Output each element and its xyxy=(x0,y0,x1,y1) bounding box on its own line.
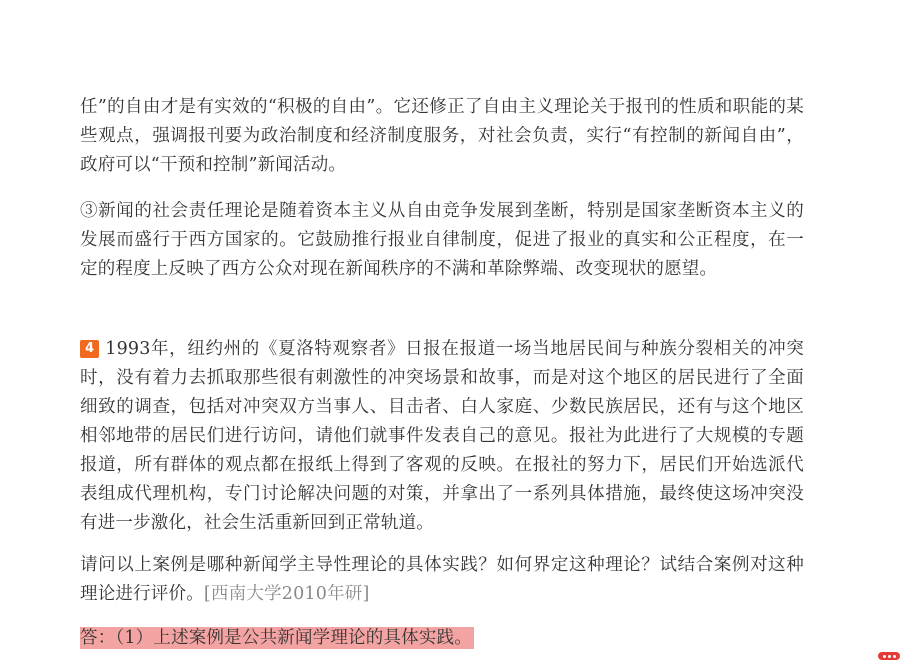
answer-highlight: 答：（1）上述案例是公共新闻学理论的具体实践。 xyxy=(80,628,472,648)
more-dots-icon[interactable] xyxy=(878,652,900,660)
paragraph-social-responsibility: ③新闻的社会责任理论是随着资本主义从自由竞争发展到垄断，特别是国家垄断资本主义的发展而盛行于西方国家的。它鼓励推行报业自律制度，促进了报业的真实和公正程度，在一定的程度上反映了西方公众对现在新闻秩序的不满和革除弊端、改变现状的愿望。 xyxy=(80,201,804,279)
question-prompt xyxy=(80,551,804,609)
case-text: 1993年，纽约州的《夏洛特观察者》日报在报道一场当地居民间与种族分裂相关的冲突时，没有着力去抓取那些很有刺激性的冲突场景和故事，而是对这个地区的居民进行了全面细致的调查，包括对冲突双方当事人、目击者、白人家庭、少数民族居民，还有与这个地区相邻地带的居民们进行访问，请他们就事件发表自己的意见。报社为此进行了大规模的专题报道，所有群体的观点都在报纸上得到了客观的反映。在报社的努力下，居民们开始选派代表组成代理机构，专门讨论解决问题的对策，并拿出了一系列具体措施，最终使这场冲突没有进一步激化，社会生活重新回到正常轨道。 xyxy=(80,339,804,533)
answer-paragraph xyxy=(80,624,474,653)
paragraph-freedom-theory: 任”的自由才是有实效的“积极的自由”。它还修正了自由主义理论关于报刊的性质和职能的某些观点，强调报刊要为政治制度和经济制度服务，对社会负责，实行“有控制的新闻自由”，政府可以“干预和控制”新闻活动。 xyxy=(80,97,804,175)
question-source: [西南大学2010年研] xyxy=(203,584,370,604)
question-number-badge: 4 xyxy=(80,340,99,358)
question-4-case xyxy=(80,335,804,538)
question-text: 请问以上案例是哪种新闻学主导性理论的具体实践？如何界定这种理论？试结合案例对这种理论进行评价。 xyxy=(80,555,804,604)
